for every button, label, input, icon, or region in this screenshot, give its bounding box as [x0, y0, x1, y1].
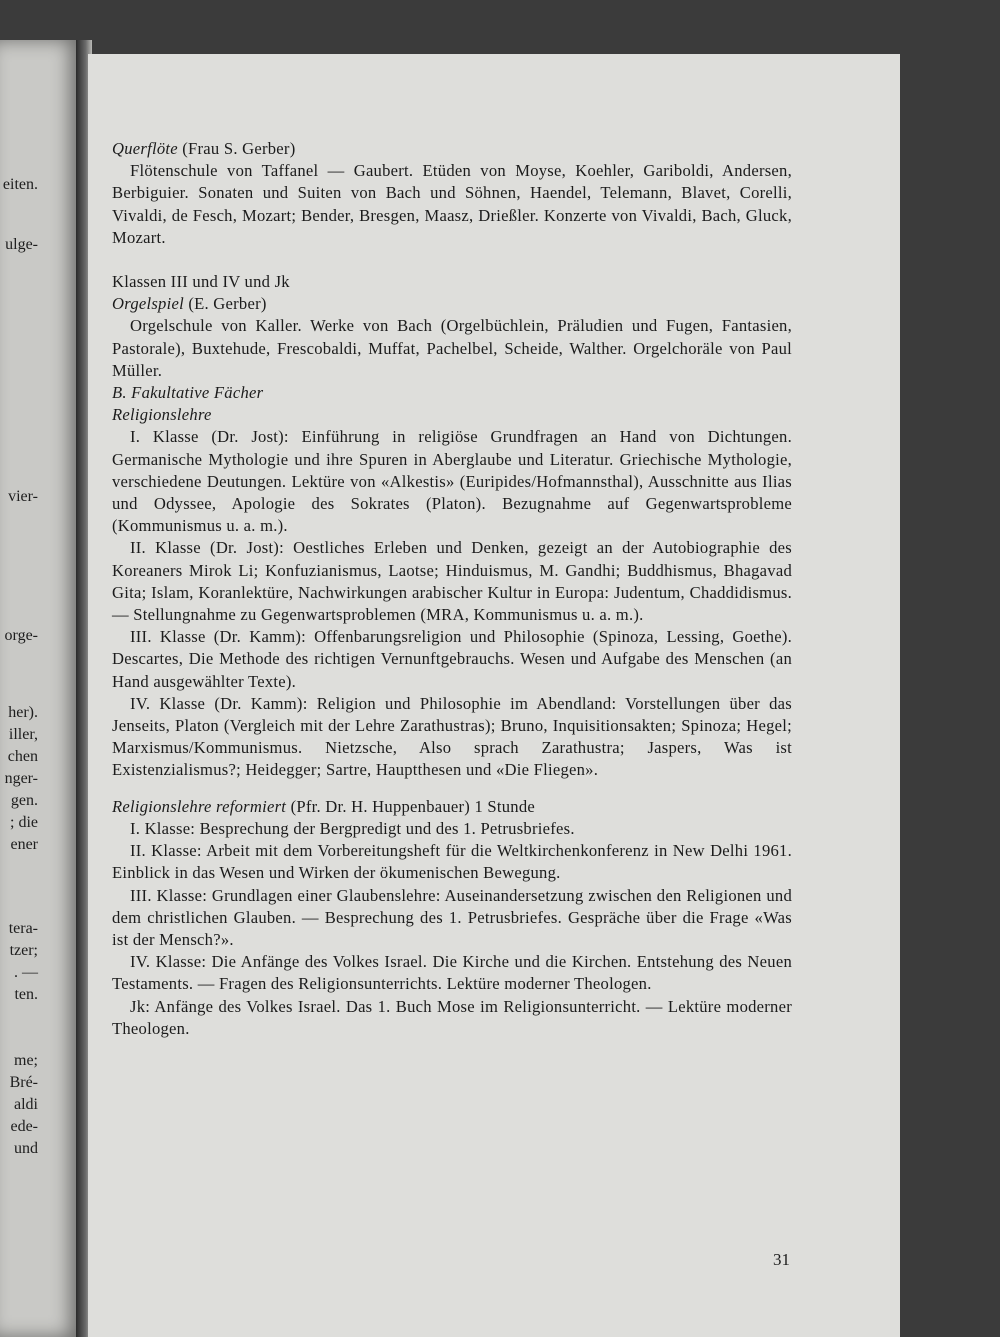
- section-paragraph: II. Klasse (Dr. Jost): Oestliches Erleben und Denken, gezeigt an der Autobiographie des Koreaners Mirok Li; Konfuzianismus, Laotse; Hinduismus, M. Gandhi; Buddhismus, Bhagavad Gita; Islam, Koranlektüre, Nachwirkungen arabischer Kultur in Europa: Judentum, Chaddidismus. — Stellungnahme zu Gegenwartsproblemen (MRA, Kommunismus u. a. m.).: [112, 538, 792, 625]
- section-paragraph: IV. Klasse: Die Anfänge des Volkes Israel. Die Kirche und die Kirchen. Entstehung des Neuen Testaments. — Fragen des Religionsunterrichts. Lektüre moderner Theologen.: [112, 952, 792, 994]
- section-paragraph: III. Klasse: Grundlagen einer Glaubenslehre: Auseinandersetzung zwischen den Religionen und dem christlichen Glauben. — Besprechung des 1. Petrusbriefes. Gespräche über die Frage «Was ist der Mensch?».: [112, 885, 792, 949]
- left-fragment: . —: [14, 964, 38, 981]
- section-teacher: (Pfr. Dr. H. Huppenbauer) 1 Stunde: [290, 796, 536, 816]
- section-religionslehre-reformiert: [112, 796, 792, 1040]
- left-fragment: Bré-: [9, 1074, 38, 1091]
- section-paragraph: I. Klasse: Besprechung der Bergpredigt und des 1. Petrusbriefes.: [130, 818, 575, 838]
- left-fragment: chen: [7, 748, 38, 765]
- section-heading: [112, 796, 792, 818]
- left-fragment: orge-: [4, 627, 38, 644]
- section-paragraph: II. Klasse: Arbeit mit dem Vorbereitungsheft für die Weltkirchenkonferenz in New Delhi 1961. Einblick in das Wesen und Wirken der ökumenischen Bewegung.: [112, 841, 792, 883]
- left-fragment: iller,: [8, 726, 38, 743]
- left-page: [0, 40, 80, 1337]
- section-title: Orgelspiel: [112, 294, 184, 314]
- section-teacher: (E. Gerber): [188, 294, 267, 314]
- left-fragment: ulge-: [5, 236, 38, 253]
- section-paragraph: IV. Klasse (Dr. Kamm): Religion und Philosophie im Abendland: Vorstellungen über das Jenseits, Platon (Vergleich mit der Lehre Zarathustras); Bruno, Inquisitionsakten; Spinoza; Hegel; Marxismus/Kommunismus. Nietzsche, Also sprach Zarathustra; Jaspers, Was ist Existenzialismus?; Heidegger; Sartre, Hauptthesen und «Die Fliegen».: [112, 693, 792, 780]
- left-fragment: gen.: [10, 792, 38, 809]
- left-fragment: ede-: [10, 1118, 38, 1135]
- section-heading: [112, 293, 792, 315]
- left-fragment: eiten.: [2, 176, 38, 193]
- left-fragment: me;: [14, 1052, 38, 1069]
- left-fragment: tzer;: [9, 942, 38, 959]
- fakultative-heading: B. Fakultative Fächer: [112, 383, 264, 403]
- section-orgelspiel: [112, 293, 792, 382]
- left-fragment: her).: [8, 704, 38, 721]
- section-paragraph: I. Klasse (Dr. Jost): Einführung in religiöse Grundfragen an Hand von Dichtungen. Germanische Mythologie und ihre Spuren in Aberglaube und Literatur. Griechische Mythologie, verschiedene Deutungen. Lektüre von «Alkestis» (Euripides/Hofmannsthal), Ausschnitte aus Ilias und Odyssee, Apologie des Sokrates (Platon). Bezugnahme auf Gegenwartsprobleme (Kommunismus u. a. m.).: [112, 427, 792, 536]
- page-content: [112, 138, 792, 1040]
- section-title: Religionslehre reformiert: [112, 796, 287, 816]
- left-fragment: ten.: [14, 986, 38, 1003]
- left-fragment: tera-: [8, 920, 38, 937]
- section-title: Religionslehre: [112, 405, 212, 425]
- class-heading: Klassen III und IV und Jk: [112, 272, 290, 292]
- section-paragraph: Orgelschule von Kaller. Werke von Bach (Orgelbüchlein, Präludien und Fugen, Fantasien, Pastorale), Buxtehude, Frescobaldi, Muffat, Pachelbel, Scheide, Walther. Orgelchoräle von Paul Müller.: [112, 316, 792, 380]
- section-teacher: (Frau S. Gerber): [182, 139, 296, 158]
- right-page: [88, 54, 900, 1337]
- left-fragment: vier-: [8, 488, 38, 505]
- section-religionslehre: [112, 404, 792, 781]
- left-fragment: und: [14, 1140, 38, 1157]
- page-number: 31: [773, 1250, 790, 1269]
- section-paragraph: Jk: Anfänge des Volkes Israel. Das 1. Buch Mose im Religionsunterricht. — Lektüre moderner Theologen.: [112, 996, 792, 1038]
- left-fragment: ; die: [10, 814, 38, 831]
- left-fragment: ener: [10, 836, 38, 853]
- left-fragment: nger-: [4, 770, 38, 787]
- section-querfloete: [112, 138, 792, 249]
- section-paragraph: III. Klasse (Dr. Kamm): Offenbarungsreligion und Philosophie (Spinoza, Lessing, Goethe). Descartes, Die Methode des richtigen Vernunftgebrauchs. Wesen und Aufgabe des Menschen (an Hand ausgewählter Texte).: [112, 627, 792, 691]
- section-heading: [112, 138, 792, 160]
- section-title: Querflöte: [112, 139, 178, 158]
- left-fragment: aldi: [14, 1096, 38, 1113]
- section-paragraph: Flötenschule von Taffanel — Gaubert. Etüden von Moyse, Koehler, Gariboldi, Andersen, Berbiguier. Sonaten und Suiten von Bach und Söhnen, Haendel, Telemann, Blavet, Corelli, Vivaldi, de Fesch, Mozart; Bender, Bresgen, Maasz, Drießler. Konzerte von Vivaldi, Bach, Gluck, Mozart.: [112, 161, 792, 247]
